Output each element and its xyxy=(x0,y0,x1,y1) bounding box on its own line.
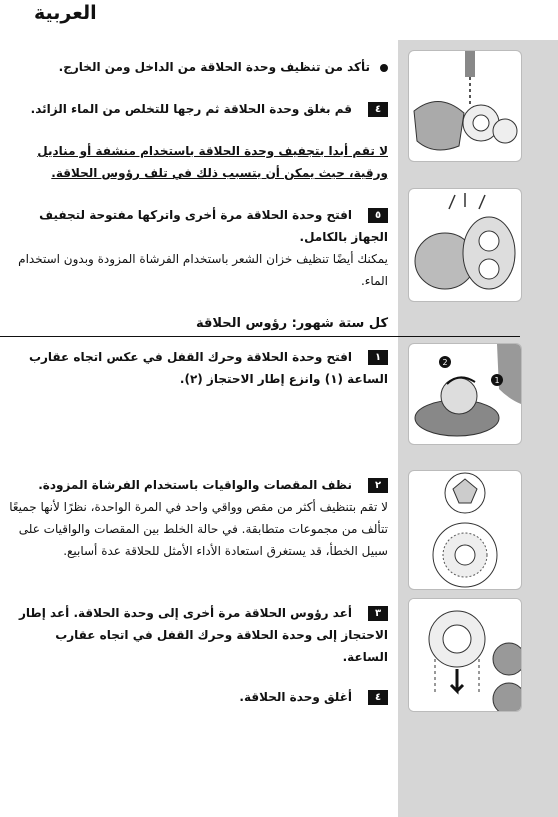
step-text: قم بغلق وحدة الحلاقة ثم رجها للتخلص من الماء الزائد. xyxy=(30,102,352,116)
step-1-unlock xyxy=(8,346,388,390)
page-title: العربية xyxy=(34,2,97,24)
dry-open-illustration xyxy=(408,188,522,302)
step-text: نظف المقصات والواقيات باستخدام الفرشاة المزودة. xyxy=(38,478,352,492)
step-text: أعد رؤوس الحلاقة مرة أخرى إلى وحدة الحلاقة. أعد إطار الاحتجاز إلى وحدة الحلاقة وحرك القفل في اتجاه عقارب الساعة. xyxy=(19,606,388,664)
step-number: ٣ xyxy=(368,606,388,621)
section-divider xyxy=(0,336,520,337)
step-2-note: لا تقم بتنظيف أكثر من مقص وواقي واحد في المرة الواحدة، نظرًا لأنها جميعًا تتألف من مجموعات متطابقة. في حالة الخلط بين المقصات والواقيات على سبيل الخطأ، قد يستغرق استعادة الأداء الأمثل للحلاقة عدة أسابيع. xyxy=(9,500,388,558)
step-text: أغلق وحدة الحلاقة. xyxy=(239,690,352,704)
reassemble-illustration xyxy=(408,598,522,712)
cutter-guard-illustration xyxy=(408,470,522,590)
step-text: افتح وحدة الحلاقة مرة أخرى واتركها مفتوحة لتجفيف الجهاز بالكامل. xyxy=(39,208,388,244)
step-number: ٥ xyxy=(368,208,388,223)
figure-label-2: 1 xyxy=(494,376,500,385)
bullet-text: تأكد من تنظيف وحدة الحلاقة من الداخل ومن الخارج. xyxy=(58,60,370,74)
step-text: افتح وحدة الحلاقة وحرك القفل في عكس اتجاه عقارب الساعة (١) وانزع إطار الاحتجاز (٢). xyxy=(28,350,388,386)
section-heading: كل ستة شهور: رؤوس الحلاقة xyxy=(196,316,388,331)
step-2-clean-cutters xyxy=(8,474,388,496)
step-number: ٤ xyxy=(368,690,388,705)
step-4-close-unit xyxy=(8,686,388,708)
step-number: ٤ xyxy=(368,102,388,117)
step-5-note: يمكنك أيضًا تنظيف خزان الشعر باستخدام الفرشاة المزودة وبدون استخدام الماء. xyxy=(18,252,388,288)
warning-note: لا تقم أبدا بتجفيف وحدة الحلاقة باستخدام منشفة أو مناديل ورقية، حيث يمكن أن يتسبب ذلك في تلف رؤوس الحلاقة. xyxy=(37,144,388,180)
bullet-item-clean xyxy=(8,56,388,78)
step-5-open-dry xyxy=(8,204,388,248)
unlock-frame-illustration xyxy=(408,343,522,445)
bullet-icon xyxy=(380,64,388,72)
figure-label-1: 2 xyxy=(442,358,448,367)
step-number: ٢ xyxy=(368,478,388,493)
rinse-illustration xyxy=(408,50,522,162)
step-number: ١ xyxy=(368,350,388,365)
step-3-reassemble xyxy=(8,602,388,668)
step-4-close-shake xyxy=(8,98,388,120)
